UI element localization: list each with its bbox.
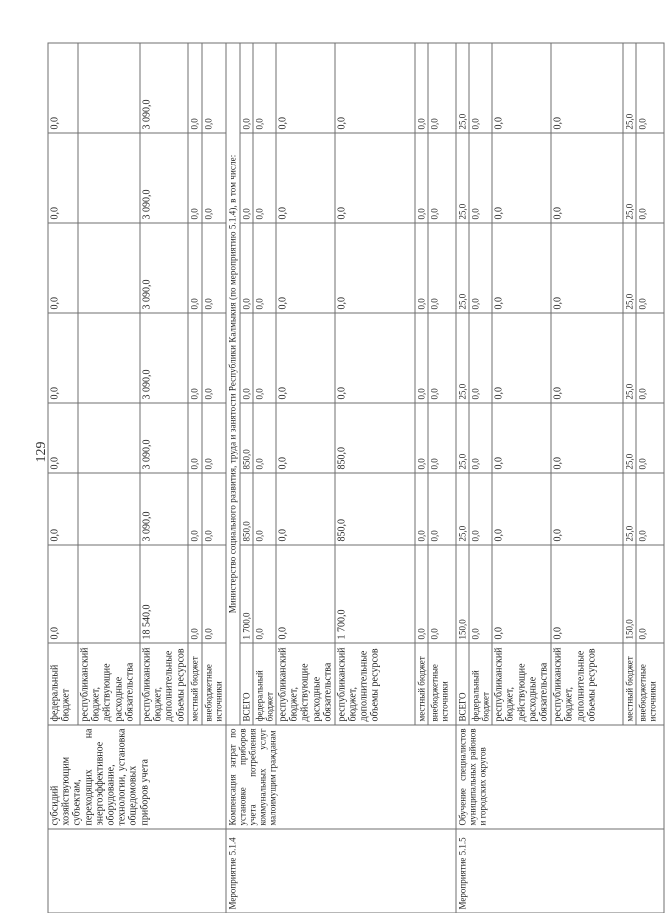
value-cell: 0,0 (253, 43, 276, 133)
page-number: 129 (34, 441, 49, 463)
funding-source-cell: республиканский бюджет, действующие расходные обязательства (276, 643, 335, 725)
value-cell: 0,0 (551, 133, 623, 223)
value-cell: 0,0 (188, 133, 202, 223)
value-cell: 0,0 (492, 403, 551, 473)
value-cell: 25,0 (456, 223, 469, 313)
funding-source-cell: федеральный бюджет (48, 643, 78, 725)
funding-source-cell: федеральный бюджет (469, 643, 492, 725)
value-cell: 0,0 (636, 223, 664, 313)
value-cell: 0,0 (492, 545, 551, 643)
value-cell: 0,0 (253, 223, 276, 313)
value-cell: 0,0 (415, 473, 428, 545)
value-cell: 0,0 (276, 473, 335, 545)
funding-source-cell: местный бюджет (188, 643, 202, 725)
funding-source-cell: республиканский бюджет, дополнительные объемы ресурсов (140, 643, 188, 725)
value-cell: 25,0 (456, 313, 469, 403)
value-cell: 0,0 (253, 545, 276, 643)
value-cell: 0,0 (240, 133, 253, 223)
rotated-table-scan (48, 43, 658, 913)
value-cell: 0,0 (202, 223, 226, 313)
value-cell: 0,0 (469, 43, 492, 133)
value-cell: 25,0 (623, 403, 636, 473)
value-cell: 0,0 (48, 473, 78, 545)
value-cell: 0,0 (551, 403, 623, 473)
value-cell: 0,0 (636, 43, 664, 133)
value-cell: 0,0 (240, 223, 253, 313)
value-cell: 0,0 (415, 43, 428, 133)
value-cell (78, 223, 140, 313)
value-cell: 0,0 (469, 133, 492, 223)
value-cell: 0,0 (188, 223, 202, 313)
measure-name-cell: Компенсация затрат по установке приборов учета потребления коммунальных услуг малоимущим гражданам (226, 725, 456, 829)
value-cell: 0,0 (492, 473, 551, 545)
measure-name-cell: субсидий хозяйствующим субъектам, переходящих на энергоэффективное оборудование, технологии, установка общедомовых приборов учета (48, 725, 226, 829)
table-body (48, 43, 664, 913)
value-cell: 0,0 (415, 313, 428, 403)
value-cell: 0,0 (276, 133, 335, 223)
value-cell: 0,0 (202, 43, 226, 133)
value-cell: 0,0 (469, 403, 492, 473)
value-cell: 0,0 (428, 43, 456, 133)
measure-number-cell (48, 829, 226, 913)
value-cell: 0,0 (636, 473, 664, 545)
value-cell: 0,0 (188, 473, 202, 545)
funding-source-cell: ВСЕГО (456, 643, 469, 725)
funding-source-cell: внебюджетные источники (636, 643, 664, 725)
funding-source-cell: внебюджетные источники (202, 643, 226, 725)
value-cell: 0,0 (253, 313, 276, 403)
value-cell: 3 090,0 (140, 43, 188, 133)
value-cell: 25,0 (456, 43, 469, 133)
value-cell: 3 090,0 (140, 403, 188, 473)
value-cell: 0,0 (276, 545, 335, 643)
value-cell: 0,0 (188, 403, 202, 473)
value-cell: 0,0 (202, 133, 226, 223)
value-cell: 150,0 (623, 545, 636, 643)
value-cell (78, 545, 140, 643)
funding-source-cell: республиканский бюджет, действующие расходные обязательства (492, 643, 551, 725)
value-cell: 0,0 (240, 43, 253, 133)
funding-source-cell: внебюджетные источники (428, 643, 456, 725)
value-cell (78, 133, 140, 223)
value-cell: 0,0 (636, 403, 664, 473)
value-cell (78, 473, 140, 545)
value-cell: 0,0 (469, 545, 492, 643)
funding-source-cell: федеральный бюджет (253, 643, 276, 725)
value-cell: 0,0 (48, 43, 78, 133)
value-cell: 0,0 (492, 43, 551, 133)
value-cell: 0,0 (492, 313, 551, 403)
value-cell: 0,0 (335, 223, 415, 313)
funding-source-cell: местный бюджет (623, 643, 636, 725)
value-cell: 0,0 (636, 545, 664, 643)
value-cell: 0,0 (636, 313, 664, 403)
value-cell: 25,0 (456, 473, 469, 545)
value-cell: 3 090,0 (140, 313, 188, 403)
value-cell: 0,0 (492, 133, 551, 223)
value-cell: 0,0 (276, 313, 335, 403)
value-cell: 25,0 (623, 133, 636, 223)
value-cell: 25,0 (623, 43, 636, 133)
value-cell: 850,0 (335, 473, 415, 545)
table-row (48, 43, 78, 913)
measure-number-cell: Мероприятие 5.1.4 (226, 829, 456, 913)
value-cell: 0,0 (469, 313, 492, 403)
value-cell: 0,0 (335, 133, 415, 223)
value-cell: 0,0 (48, 403, 78, 473)
ministry-header-cell: Министерство социального развития, труда и занятости Республики Калмыкия (по мероприятию 5.1.4), в том числе: (226, 43, 240, 725)
budget-table (48, 42, 665, 913)
funding-source-cell: республиканский бюджет, дополнительные объемы ресурсов (551, 643, 623, 725)
value-cell: 0,0 (551, 43, 623, 133)
value-cell: 0,0 (415, 403, 428, 473)
value-cell: 0,0 (240, 313, 253, 403)
value-cell: 0,0 (551, 545, 623, 643)
value-cell: 0,0 (202, 313, 226, 403)
value-cell: 0,0 (551, 313, 623, 403)
value-cell: 850,0 (240, 473, 253, 545)
value-cell: 18 540,0 (140, 545, 188, 643)
value-cell: 0,0 (428, 403, 456, 473)
value-cell: 25,0 (623, 313, 636, 403)
value-cell: 0,0 (428, 545, 456, 643)
value-cell: 25,0 (456, 403, 469, 473)
funding-source-cell: ВСЕГО (240, 643, 253, 725)
value-cell: 0,0 (428, 223, 456, 313)
value-cell: 0,0 (415, 545, 428, 643)
value-cell: 1 700,0 (240, 545, 253, 643)
funding-source-cell: республиканский бюджет, действующие расходные обязательства (78, 643, 140, 725)
value-cell: 0,0 (253, 133, 276, 223)
value-cell: 0,0 (48, 545, 78, 643)
value-cell: 1 700,0 (335, 545, 415, 643)
value-cell (78, 403, 140, 473)
value-cell: 0,0 (276, 43, 335, 133)
value-cell: 0,0 (636, 133, 664, 223)
value-cell: 850,0 (240, 403, 253, 473)
value-cell: 0,0 (253, 473, 276, 545)
value-cell: 0,0 (415, 133, 428, 223)
value-cell: 0,0 (492, 223, 551, 313)
value-cell: 25,0 (623, 223, 636, 313)
value-cell: 0,0 (276, 223, 335, 313)
value-cell: 0,0 (202, 473, 226, 545)
value-cell: 25,0 (456, 133, 469, 223)
value-cell: 0,0 (469, 473, 492, 545)
value-cell: 0,0 (202, 545, 226, 643)
value-cell: 0,0 (188, 313, 202, 403)
value-cell: 0,0 (188, 545, 202, 643)
value-cell: 0,0 (428, 473, 456, 545)
value-cell: 0,0 (335, 43, 415, 133)
value-cell: 3 090,0 (140, 133, 188, 223)
value-cell: 0,0 (335, 313, 415, 403)
value-cell: 0,0 (253, 403, 276, 473)
value-cell: 0,0 (48, 133, 78, 223)
value-cell: 850,0 (335, 403, 415, 473)
value-cell: 0,0 (48, 313, 78, 403)
value-cell: 0,0 (428, 313, 456, 403)
value-cell: 0,0 (188, 43, 202, 133)
value-cell: 0,0 (202, 403, 226, 473)
measure-number-cell: Мероприятие 5.1.5 (456, 829, 664, 913)
funding-source-cell: республиканский бюджет, дополнительные объемы ресурсов (335, 643, 415, 725)
table-row (226, 43, 240, 913)
value-cell: 0,0 (415, 223, 428, 313)
value-cell: 0,0 (48, 223, 78, 313)
value-cell (78, 313, 140, 403)
value-cell: 0,0 (469, 223, 492, 313)
value-cell (78, 43, 140, 133)
value-cell: 150,0 (456, 545, 469, 643)
value-cell: 0,0 (551, 223, 623, 313)
measure-name-cell: Обучение специалистов муниципальных районов и городских округов (456, 725, 664, 829)
table-row (456, 43, 469, 913)
value-cell: 0,0 (276, 403, 335, 473)
funding-source-cell: местный бюджет (415, 643, 428, 725)
value-cell: 0,0 (428, 133, 456, 223)
value-cell: 3 090,0 (140, 223, 188, 313)
value-cell: 0,0 (551, 473, 623, 545)
value-cell: 25,0 (623, 473, 636, 545)
value-cell: 3 090,0 (140, 473, 188, 545)
